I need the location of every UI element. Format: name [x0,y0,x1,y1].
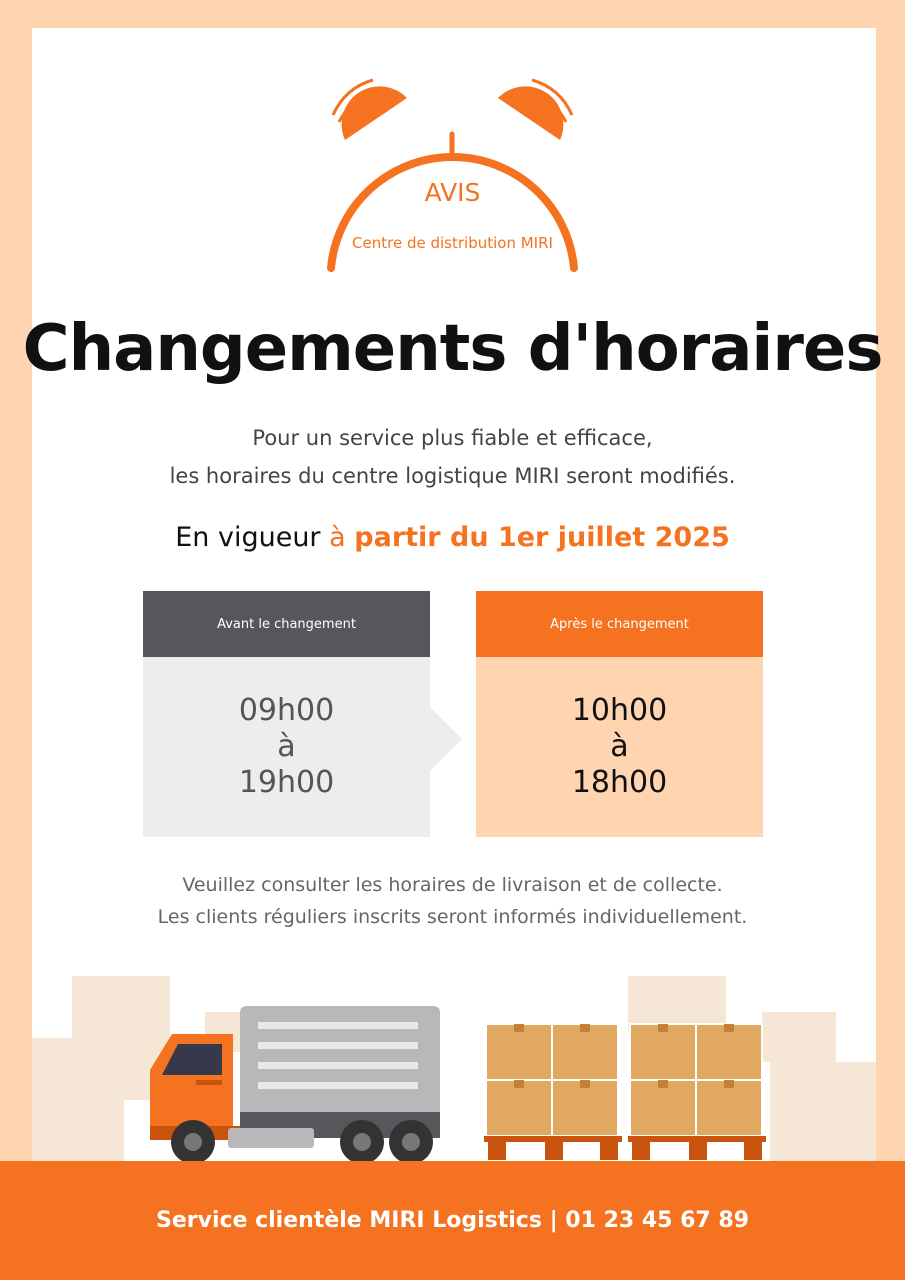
after-end: 18h00 [571,765,668,800]
pallet-boxes [484,1024,766,1160]
before-end: 19h00 [238,765,335,800]
after-sep: à [610,729,629,764]
badge-title: AVIS [424,178,481,207]
after-header [476,591,763,657]
arrow-right-icon [430,707,464,771]
effective-date [0,522,905,553]
after-start: 10h00 [571,693,668,728]
intro-line-2: les horaires du centre logistique MIRI seront modifiés. [169,464,736,488]
after-hours [476,657,763,837]
delivery-illustration [0,960,905,1165]
footer-bar [0,1161,905,1280]
after-label: Après le changement [550,616,689,632]
before-start: 09h00 [238,693,335,728]
before-hours [143,657,430,837]
notice-line-2: Les clients réguliers inscrits seront informés individuellement. [157,906,748,928]
alarm-clock-badge [315,70,590,280]
badge-subtitle: Centre de distribution MIRI [352,234,553,252]
before-sep: à [277,729,296,764]
effective-connector: à [329,522,346,553]
footer-contact: Service clientèle MIRI Logistics | 01 23 45 67 89 [155,1208,750,1233]
effective-prefix: En vigueur [175,522,321,553]
before-label: Avant le changement [217,616,356,632]
intro-line-1: Pour un service plus fiable et efficace, [252,426,653,450]
truck [150,1006,440,1164]
before-header [143,591,430,657]
effective-date-value: partir du 1er juillet 2025 [354,522,730,553]
notice-line-1: Veuillez consulter les horaires de livraison et de collecte. [182,874,723,896]
page-title: Changements d'horaires [22,312,883,386]
